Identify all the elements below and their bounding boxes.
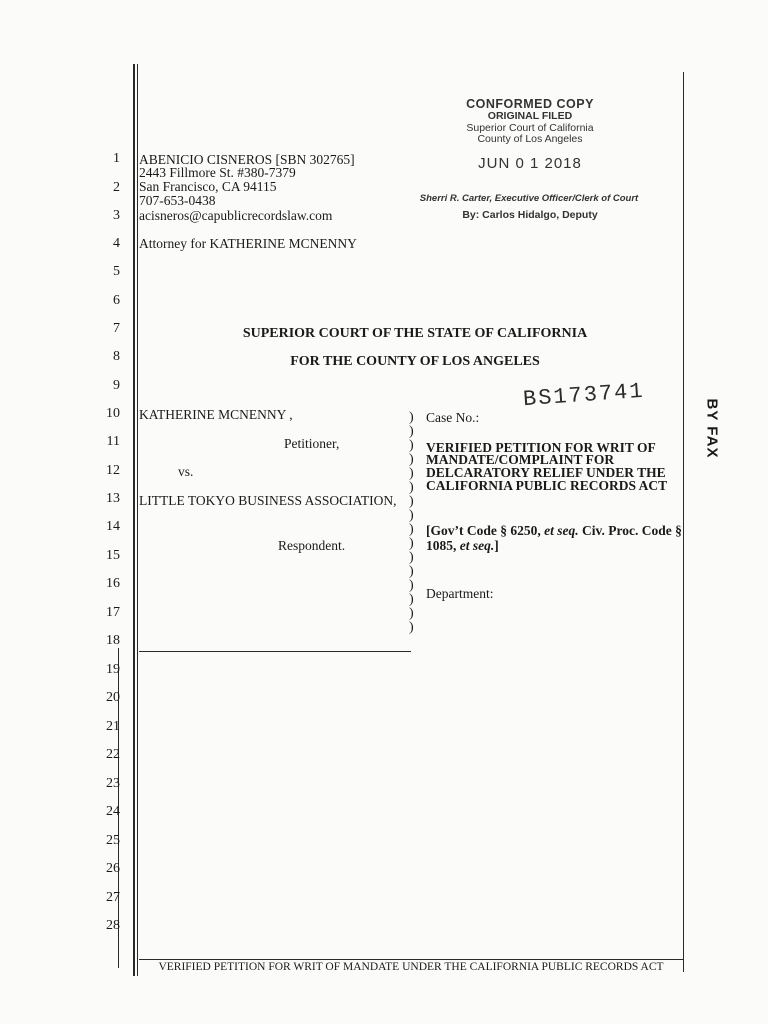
case-no-label: Case No.: [426,410,480,425]
line-number: 21 [106,719,120,734]
petitioner-name: KATHERINE MCNENNY , [139,407,293,422]
statute-citation-line1: [Gov’t Code § 6250, et seq. Civ. Proc. Code § [426,523,682,538]
line-number: 6 [113,293,120,308]
attorney-city: San Francisco, CA 94115 [139,179,277,194]
line-number: 10 [106,406,120,421]
caption-underline [139,651,411,652]
line-number: 15 [106,548,120,563]
document-title-line: MANDATE/COMPLAINT FOR [426,452,615,467]
line-number: 7 [113,321,120,336]
statute-citation-line2: 1085, et seq.] [426,538,499,553]
stamp-court: Superior Court of California [466,122,594,134]
footer-title: VERIFIED PETITION FOR WRIT OF MANDATE UNDER THE CALIFORNIA PUBLIC RECORDS ACT [158,961,664,973]
line-number: 14 [106,519,120,534]
line-number: 18 [106,633,120,648]
attorney-name: ABENICIO CISNEROS [SBN 302765] [139,152,355,167]
line-number: 26 [106,861,120,876]
line-number: 22 [106,747,120,762]
versus-label: vs. [178,464,194,479]
stamp-date: JUN 0 1 2018 [478,155,582,172]
department-label: Department: [426,586,494,601]
line-number: 19 [106,662,120,677]
petitioner-label: Petitioner, [284,436,340,451]
line-number: 2 [113,180,120,195]
line-number: 17 [106,605,120,620]
footer-rule [139,959,683,960]
left-margin-rule-outer [133,64,135,976]
document-title-line: CALIFORNIA PUBLIC RECORDS ACT [426,478,668,493]
stamp-officer: Sherri R. Carter, Executive Officer/Clerk of Court [419,193,639,204]
line-number: 24 [106,804,120,819]
court-heading-line1: SUPERIOR COURT OF THE STATE OF CALIFORNIA [242,326,588,341]
by-fax-note: BY FAX [703,398,721,459]
document-title-line: DELCARATORY RELIEF UNDER THE [426,465,666,480]
line-number: 20 [106,690,120,705]
line-number: 16 [106,576,120,591]
line-number: 11 [106,434,120,449]
line-number: 8 [113,349,120,364]
left-margin-rule-inner [137,64,138,976]
line-number: 25 [106,833,120,848]
document-title-line: VERIFIED PETITION FOR WRIT OF [426,440,656,455]
line-number: 27 [106,890,120,905]
line-number: 23 [106,776,120,791]
stamp-deputy: By: Carlos Hidalgo, Deputy [462,209,598,221]
attorney-street: 2443 Fillmore St. #380-7379 [139,165,296,180]
stamp-subtitle: ORIGINAL FILED [487,110,573,122]
attorney-role: Attorney for KATHERINE MCNENNY [139,236,357,251]
attorney-email: acisneros@capublicrecordslaw.com [139,208,333,223]
line-number: 1 [113,151,120,166]
line-number: 5 [113,264,120,279]
line-number: 3 [113,208,120,223]
attorney-phone: 707-653-0438 [139,193,216,208]
line-number: 28 [106,918,120,933]
line-number: 12 [106,463,120,478]
line-number: 9 [113,378,120,393]
respondent-label: Respondent. [278,538,346,553]
stamp-title: CONFORMED COPY [466,97,594,111]
case-number-stamp: BS173741 [522,378,646,413]
court-heading-line2: FOR THE COUNTY OF LOS ANGELES [290,354,540,369]
respondent-name: LITTLE TOKYO BUSINESS ASSOCIATION, [139,493,397,508]
line-number: 13 [106,491,120,506]
right-margin-rule [683,72,684,972]
stamp-county: County of Los Angeles [477,133,583,145]
line-number: 4 [113,236,120,251]
